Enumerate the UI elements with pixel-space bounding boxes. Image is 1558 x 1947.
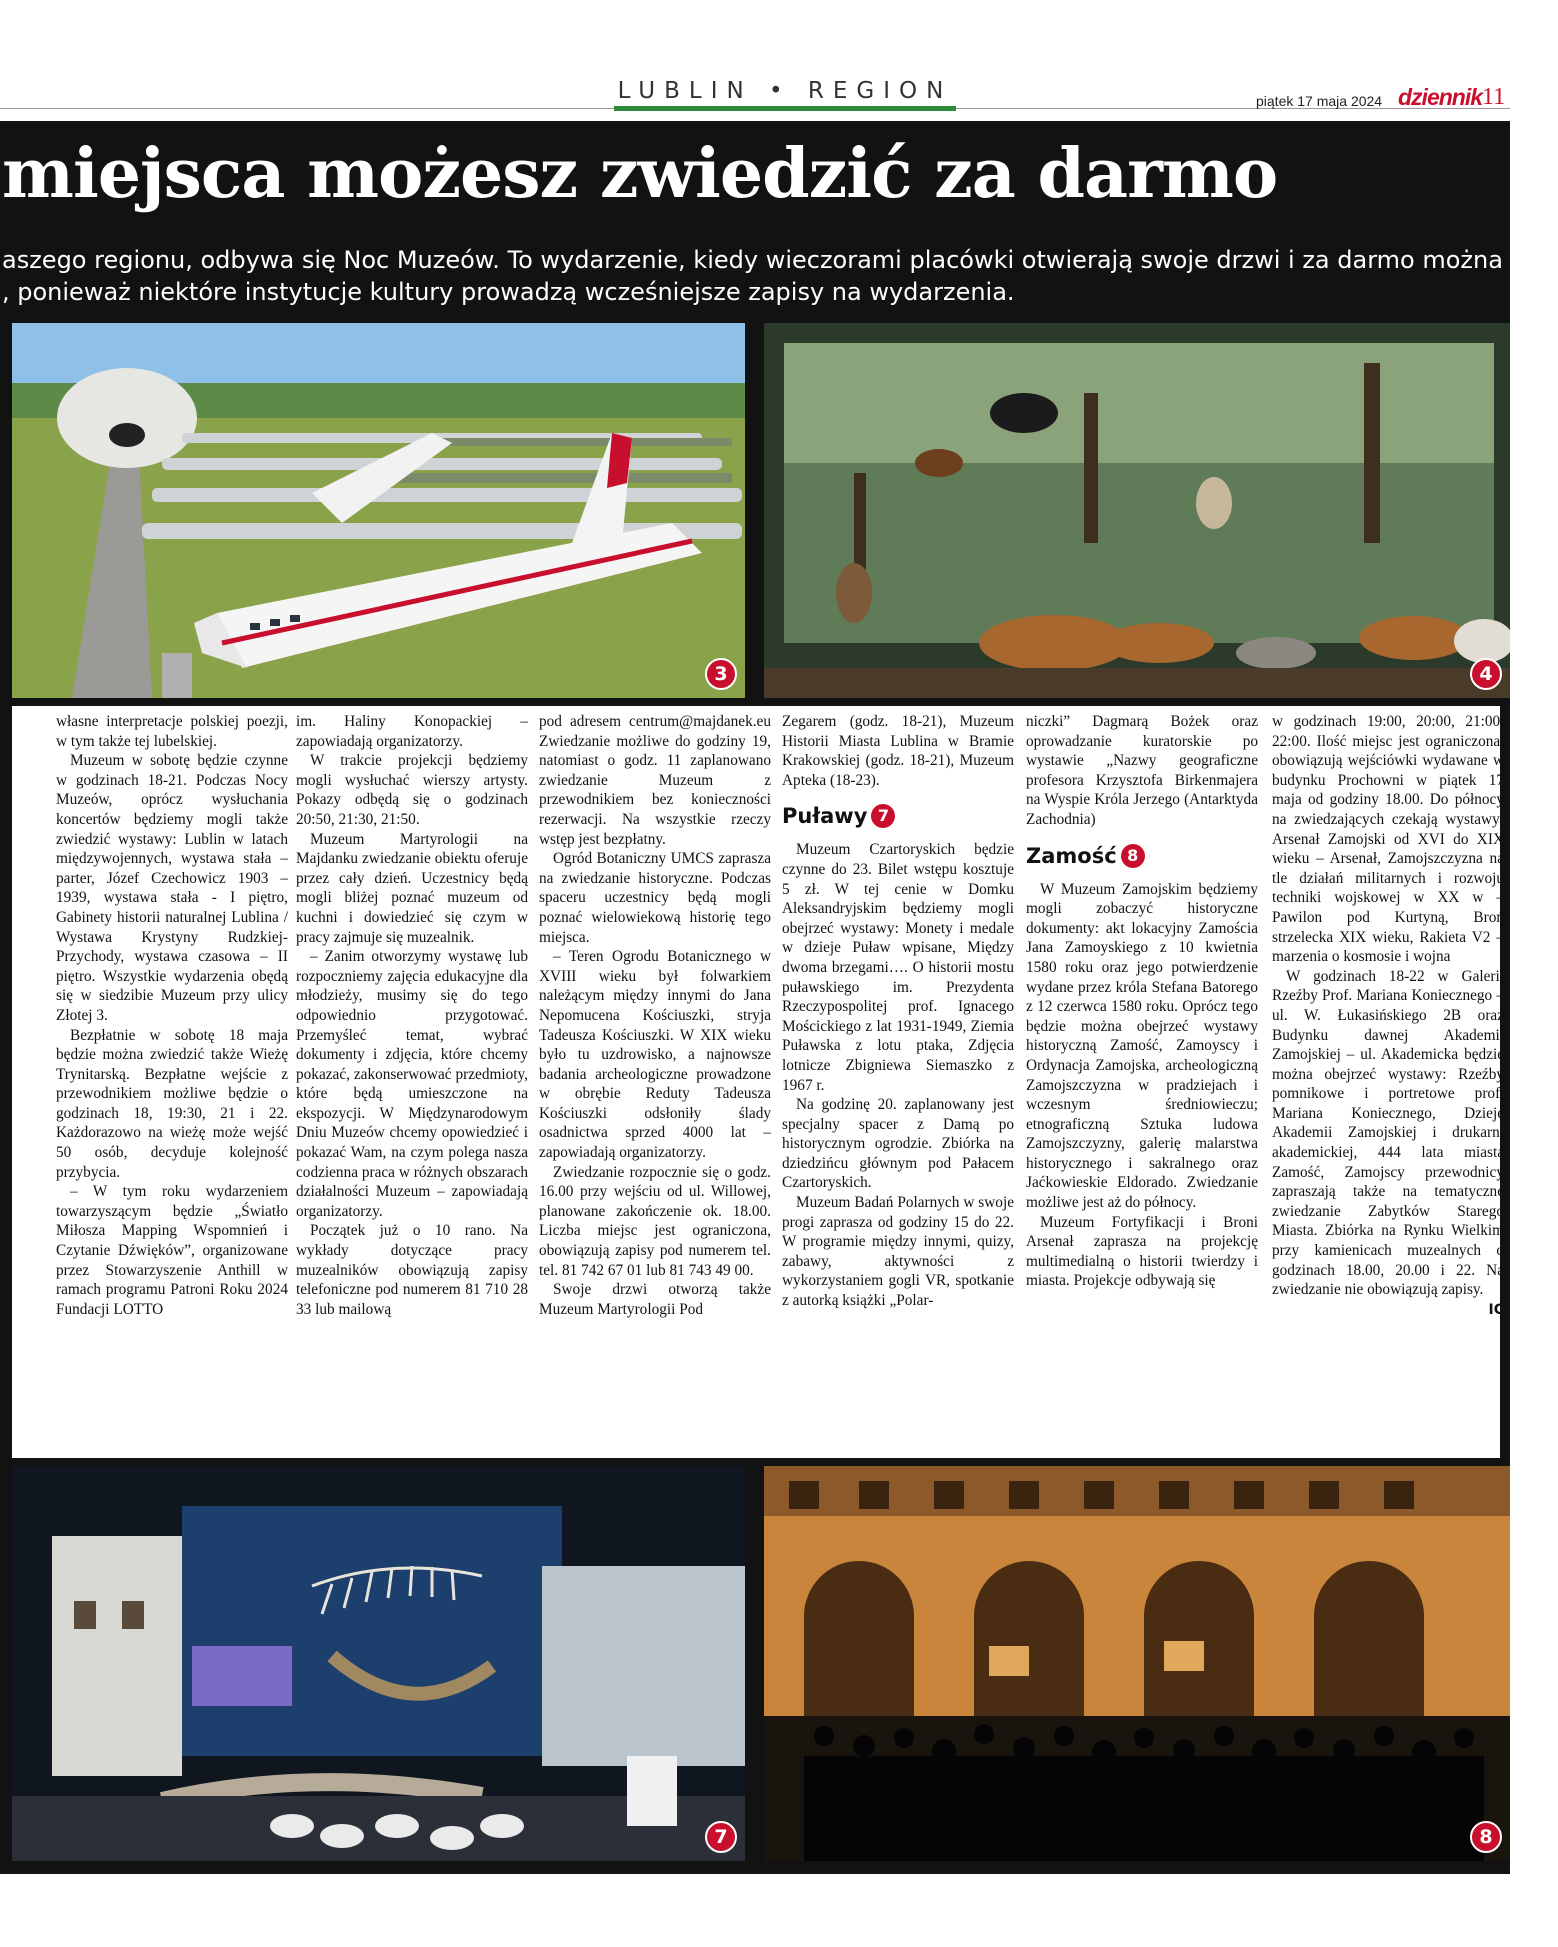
city-number-badge: 7 [871, 804, 895, 828]
section-label: LUBLIN • REGION [617, 78, 953, 104]
paragraph: Muzeum Czartoryskich będzie czynne do 23. Bilet wstępu kosztuje 5 zł. W tej cenie w Domku Aleksandryjskim będziemy mogli obejrzeć wystawy: Monety i medale w dziejе Puław wpisane, Między dwoma brzegami…. O historii mostu puławskiego im. Prezydenta Rzeczypospolitej prof. Ignacego Mościckiego z lat 1931-1949, Ziemia Puławska z lotu ptaka, Zdjęcia lotnicze Zbigniewa Siemaszko z 1967 r. [782, 841, 1014, 1094]
photo-aircraft-museum [12, 323, 745, 698]
article-lead [2, 244, 1502, 308]
lead-line: aszego regionu, odbywa się Noc Muzeów. To wydarzenie, kiedy wieczorami placówki otwierają swoje drzwi i za darmo można [2, 246, 1503, 274]
lead-line: , ponieważ niektóre instytucje kultury prowadzą wcześniejsze zapisy na wydarzenia. [2, 278, 1015, 306]
paragraph: Na godzinę 20. zaplanowany jest specjalny spacer z Damą po historycznym ogrodzie. Zbiórka na dziedzińcu głównym pod Pałacem Czartoryskich. [782, 1096, 1014, 1192]
paragraph: Ogród Botaniczny UMCS zaprasza na zwiedzanie historyczne. Podczas spaceru uczestnicy będą mogli poznać wielowiekową historię tego miejsca. [539, 850, 771, 946]
article-headline: miejsca możesz zwiedzić za darmo [2, 134, 1278, 214]
paragraph: im. Haliny Konopackiej – zapowiadają organizatorzy. [296, 713, 528, 750]
paragraph: pod adresem centrum@majdanek.eu Zwiedzanie możliwe do godziny 19, natomiast o godz. 11 zaplanowano zwiedzanie Muzeum z przewodnikiem bez konieczności rezerwacji. Na wszystkie rzeczy wstęp jest bezpłatny. [539, 713, 771, 848]
photo-number-badge: 7 [705, 1821, 737, 1853]
section-accent-bar [614, 106, 956, 111]
paragraph: W trakcie projekcji będziemy mogli wysłuchać wierszy artysty. Pokazy odbędą się o godzinach 20:50, 21:30, 21:50. [296, 752, 528, 828]
paragraph: Muzeum w sobotę będzie czynne w godzinach 18-21. Podczas Nocy Muzeów, oprócz wysłuchania koncertów będziemy mogli także zwiedzić wystawy: Lublin w latach międzywojennych, wystawa stała – parter, Józef Czechowicz 1903 – 1939, wystawa stała - I piętro, Gabinety historii naturalnej Lublina / Wystawa Krystyny Rudzkiej-Przychody, wystawa czasowa – II piętro. Wszystkie wydarzenia obędą się w siedzibie Muzeum przy ulicy Złotej 3. [56, 752, 288, 1024]
city-name: Zamość [1026, 843, 1117, 868]
article-columns [12, 706, 1504, 1458]
paragraph: w godzinach 19:00, 20:00, 21:00, 22:00. Ilość miejsc jest ograniczona, obowiązują wejściówki wydawane w budynku Prochowni w piątek 17 maja od godziny 18.00. Do północy na zwiedzających czekają wystawy: Arsenał Zamojski od XVI do XIX wieku – Arsenał, Zamojszczyzna na tle działań militarnych i rozwoju techniki wojskowej w XX w – Pawilon pod Kurtyną, Broń strzelecka XIX wieku, Rakieta V2 – marzenia o kosmosie i wojna [1272, 713, 1504, 966]
photo-number-badge: 8 [1470, 1821, 1502, 1853]
city-heading-zamosc [1026, 844, 1258, 868]
photo-zamosc-night [764, 1466, 1510, 1861]
photo-diorama [764, 323, 1510, 698]
paragraph: W Muzeum Zamojskim będziemy mogli zobaczyć historyczne dokumenty: akt lokacyjny Zamościa Jana Zamoyskiego z 10 kwietnia 1580 roku oraz jego potwierdzenie wydane przez króla Stefana Batorego z 12 czerwca 1580 roku. Oprócz tego będzie można obejrzeć wystawy historyczną Zamość, Zamoyscy i Ordynacja Zamojska, archeologiczną Zamojszczyzna w pradziejach i wczesnym średniowieczu; etnograficzną Sztuka ludowa Zamojszczyzny, galerię malarstwa historycznego i sakralnego oraz Jaćkowieskie Eldorado. Zwiedzanie możliwe jest aż do północy. [1026, 880, 1258, 1212]
end-mark-line [1272, 1300, 1504, 1321]
paragraph: W godzinach 18-22 w Galerii Rzeźby Prof. Mariana Koniecznego – ul. W. Łukasińskiego 2B oraz Budynku dawnej Akademii Zamojskiej – ul. Akademicka będzie można obejrzeć wystawy: Rzeźby pomnikowe i portretowe prof. Mariana Koniecznego, Dzieje Akademii Zamojskiej i drukarni akademickiej, 444 lata miasta Zamość, Zamojscy przewodnicy zapraszają także na tematyczne zwiedzanie Zabytków Starego Miasta. Zbiórka na Rynku Wielkim przy kamienicach muzealnych o godzinach 18.00, 20.00 i 22. Na zwiedzanie nie obowiązują zapisy. [1272, 967, 1504, 1299]
paragraph: – Zanim otworzymy wystawę lub rozpoczniemy zajęcia edukacyjne dla młodzieży, musimy się do tego odpowiednio przygotować. Przemyśleć temat, wybrać dokumenty i zdjęcia, które chcemy pokazać, zakonserwować przedmioty, które będą umieszczone na ekspozycji. W Międzynarodowym Dniu Muzeów chcemy opowiedzieć i pokazać Wam, na czym polega nasza codzienna praca w różnych obszarach działalności Muzeum – zapowiadają organizatorzy. [296, 948, 528, 1220]
paragraph: niczki” Dagmarą Bożek oraz oprowadzanie kuratorskie po wystawie „Nazwy geograficzne profesora Krzysztofa Birkenmajera na Wyspie Króla Jerzego (Antarktyda Zachodnia) [1026, 713, 1258, 828]
paragraph: – W tym roku wydarzeniem towarzyszącym będzie „Światło Miłosza Mapping Wspomnień i Czytanie Dźwięków”, organizowane przez Stowarzyszenie Anthill w ramach programu Patroni Roku 2024 Fundacji LOTTO [56, 1183, 288, 1318]
paragraph: – Teren Ogrodu Botanicznego w XVIII wieku był folwarkiem należącym między innymi do Jana Nepomucena Kościuszki, stryja Tadeusza Kościuszki. W XIX wieku było tu uzdrowisko, a najnowsze badania archeologiczne prowadzone w obrębie Reduty Tadeusza Kościuszki odsłoniły ślady osadnictwa sprzed 4000 lat – zapowiadają organizatorzy. [539, 948, 771, 1162]
newspaper-logo: dziennik [1398, 84, 1483, 110]
paragraph: Muzeum Badań Polarnych w swoje progi zaprasza od godziny 15 do 22. W programie między innymi, quizy, zabawy, aktywności z wykorzystaniem gogli VR, spotkanie z autorką książki „Polar- [782, 1194, 1014, 1310]
column-5 [1026, 712, 1258, 1456]
page-number: 11 [1482, 84, 1506, 110]
photo-polar-museum [12, 1466, 745, 1861]
city-heading-pulawy [782, 804, 1014, 828]
paragraph: Zwiedzanie rozpocznie się o godz. 16.00 przy wejściu od ul. Willowej, planowane zakończenie ok. 18.00. Liczba miejsc jest ograniczona, obowiązują zapisy pod numerem tel. tel. 81 742 67 01 lub 81 743 49 00. [539, 1163, 771, 1279]
photo-number-badge: 4 [1470, 658, 1502, 690]
end-mark: IC [1488, 1301, 1504, 1318]
paragraph: Bezpłatnie w sobotę 18 maja będzie można zwiedzić także Wieżę Trynitarską. Bezpłatne wejście z przewodnikiem możliwe będzie o godzinach 18, 19:30, 21 i 22. Każdorazowo na wieżę może wejść 50 osób, decyduje kolejność przybycia. [56, 1026, 288, 1181]
photo-number-badge: 3 [705, 658, 737, 690]
column-6 [1272, 712, 1504, 1456]
column-1 [56, 712, 288, 1456]
column-2 [296, 712, 528, 1456]
paragraph: Muzeum Martyrologii na Majdanku zwiedzanie obiektu oferuje przez cały dzień. Uczestnicy będą mogli bliżej poznać muzeum od kuchni i dowiedzieć się czym w pracy zajmuje się muzealnik. [296, 830, 528, 946]
column-4 [782, 712, 1014, 1456]
paragraph: Zegarem (godz. 18-21), Muzeum Historii Miasta Lublina w Bramie Krakowskiej (godz. 18-21), Muzeum Apteka (18-23). [782, 713, 1014, 789]
city-number-badge: 8 [1121, 844, 1145, 868]
issue-date: piątek 17 maja 2024 [1256, 93, 1383, 109]
city-name: Puławy [782, 804, 868, 829]
paragraph: Swoje drzwi otworzą także Muzeum Martyrologii Pod [539, 1281, 771, 1318]
paragraph: Muzeum Fortyfikacji i Broni Arsenał zaprasza na projekcję multimedialną o historii twierdzy i miasta. Projekcje odbywają się [1026, 1213, 1258, 1290]
paragraph: własne interpretacje polskiej poezji, w tym także tej lubelskiej. [56, 713, 288, 750]
column-3 [539, 712, 771, 1456]
paragraph: Początek już o 10 rano. Na wykłady dotyczące pracy muzealników obowiązują zapisy telefoniczne pod numerem 81 710 28 33 lub mailową [296, 1222, 528, 1318]
